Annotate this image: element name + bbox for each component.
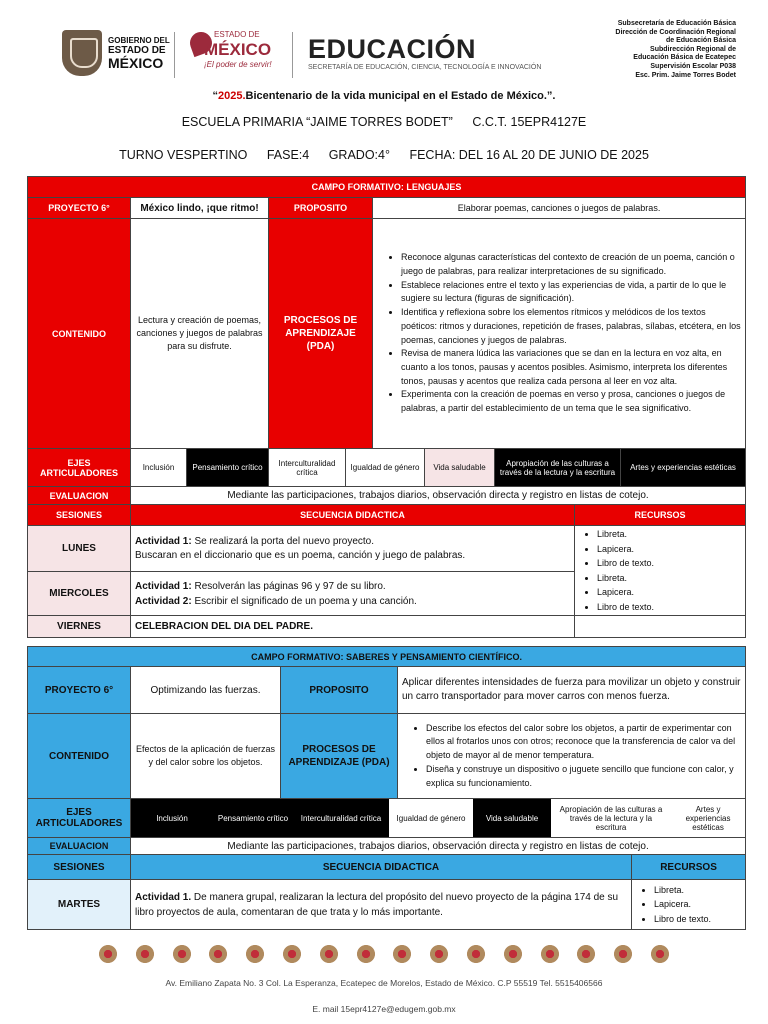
ornament-icon [169, 941, 195, 967]
ornament-icon [463, 941, 489, 967]
pda-label: PROCESOS DE APRENDIZAJE (PDA) [281, 714, 398, 799]
school-cct: C.C.T. 15EPR4127E [472, 115, 587, 129]
pda-list [398, 714, 746, 799]
edomex-big: MÉXICO [204, 40, 272, 59]
info-line-row [0, 148, 768, 162]
pda-item: • Identifica y reflexiona sobre los elementos rítmicos y melódicos de los textos poéticos: ritmos y duraciones, repetición de frases, palabras, sílabas, etcétera, en los poemas, canciones y juegos de palabras. [401, 306, 741, 347]
recurso-item: • Libro de texto. [597, 556, 741, 571]
day-lunes: LUNES [28, 526, 131, 572]
sesiones-label: SESIONES [28, 505, 131, 526]
eje-apropiacion: Apropiación de las culturas a través de la lectura y la escritura [495, 449, 621, 487]
motto-year: 2025. [218, 90, 246, 102]
eje-pensamiento: Pensamiento crítico [187, 449, 269, 487]
pda-list [373, 219, 746, 449]
gobierno-logo [62, 30, 170, 76]
secuencia-label: SECUENCIA DIDACTICA [131, 855, 632, 880]
mier-act2-text: Escribir el significado de un poema y una canción. [194, 595, 417, 607]
info-line: Supervisión Escolar P038 [650, 62, 736, 70]
logo-divider [174, 32, 175, 78]
martes-act-text: De manera grupal, realizaran la lectura del propósito del nuevo proyecto de la página 174 de su libro proyectos de aula, comentaran de que trata y lo más importante. [135, 891, 619, 918]
edomex-slogan: ¡El poder de servir! [204, 60, 272, 69]
proyecto-label: PROYECTO 6° [28, 198, 131, 219]
recurso-item: • Lapicera. [597, 542, 741, 557]
edomex-small: ESTADO DE [214, 30, 260, 39]
ornament-icon [95, 941, 121, 967]
recurso-item: • Libreta. [597, 527, 741, 542]
edu-subtitle: SECRETARÍA DE EDUCACIÓN, CIENCIA, TECNOLOGÍA E INNOVACIÓN [308, 64, 542, 71]
fecha: FECHA: DEL 16 AL 20 DE JUNIO DE 2025 [409, 148, 649, 162]
proposito-label: PROPOSITO [269, 198, 373, 219]
ejes-label: EJES ARTICULADORES [28, 799, 131, 838]
lenguajes-table [27, 176, 746, 638]
martes-actividad [131, 880, 632, 930]
recurso-item: • Libreta. [597, 571, 741, 586]
ornament-icon [279, 941, 305, 967]
lunes-actividad [131, 526, 575, 572]
eje-interculturalidad: Interculturalidad crítica [293, 799, 389, 837]
info-line: Educación Básica de Ecatepec [633, 54, 736, 62]
sesiones-label: SESIONES [28, 855, 131, 880]
eje-interculturalidad: Interculturalidad crítica [269, 449, 346, 487]
eje-igualdad: Igualdad de género [346, 449, 425, 487]
eje-artes: Artes y experiencias estéticas [685, 804, 731, 832]
pda-item: • Describe los efectos del calor sobre los objetos, a partir de experimentar con ellos al frotarlos unos con otros; reconoce que la transferencia de calor va del objeto de mayor al de menor temperatura. [426, 722, 741, 763]
gob-line3: MÉXICO [108, 54, 164, 71]
motto: “2025.Bicentenario de la vida municipal en el Estado de México.”. [212, 90, 556, 102]
footer-email: E. mail 15epr4127e@edugem.gob.mx [312, 1004, 456, 1014]
ornament-icon [610, 941, 636, 967]
day-miercoles: MIERCOLES [28, 572, 131, 616]
ejes-row [131, 799, 746, 838]
pda-item: • Reconoce algunas características del contexto de creación de un poema, canción o juego de palabras, para realizar interpretaciones de su significado. [401, 251, 741, 278]
contenido-value: Lectura y creación de poemas, canciones y juegos de palabras para su disfrute. [131, 219, 269, 449]
secuencia-label: SECUENCIA DIDACTICA [131, 505, 575, 526]
martes-act-label: Actividad 1. [135, 891, 192, 903]
mier-act1-label: Actividad 1: [135, 580, 192, 592]
grado: GRADO:4° [328, 148, 390, 162]
recursos-list [575, 526, 746, 616]
eje-apropiacion: Apropiación de las culturas a través de la lectura y la escritura [559, 804, 663, 832]
contenido-label: CONTENIDO [28, 219, 131, 449]
evaluacion-value: Mediante las participaciones, trabajos diarios, observación directa y registro en listas de cotejo. [131, 838, 746, 855]
ornament-icon [647, 941, 673, 967]
day-viernes: VIERNES [28, 616, 131, 638]
miercoles-actividad [131, 572, 575, 616]
coat-of-arms-icon [62, 30, 102, 76]
evaluacion-label: EVALUACION [28, 838, 131, 855]
contenido-value: Efectos de la aplicación de fuerzas y del calor sobre los objetos. [131, 714, 281, 799]
info-line: de Educación Básica [665, 37, 736, 45]
eje-artes: Artes y experiencias estéticas [621, 449, 746, 487]
info-line: Dirección de Coordinación Regional [615, 28, 736, 36]
school-name: ESCUELA PRIMARIA “JAIME TORRES BODET” [181, 115, 453, 129]
recurso-item: • Lapicera. [597, 585, 741, 600]
recursos-label: RECURSOS [575, 505, 746, 526]
recursos-list [632, 880, 746, 930]
motto-text: Bicentenario de la vida municipal en el Estado de México.”. [245, 90, 556, 102]
lunes-act-text2: Buscaran en el diccionario que es un poema, canción y juego de palabras. [135, 549, 466, 561]
ornament-icon [205, 941, 231, 967]
eje-inclusion: Inclusión [131, 449, 187, 487]
saberes-table [27, 646, 746, 930]
ornament-icon [500, 941, 526, 967]
proposito-value: Elaborar poemas, canciones o juegos de palabras. [373, 198, 746, 219]
lenguajes-title: CAMPO FORMATIVO: LENGUAJES [28, 177, 746, 198]
lunes-act-label: Actividad 1: [135, 535, 192, 547]
gob-line2: ESTADO DE [108, 44, 166, 56]
ornament-icon [242, 941, 268, 967]
page-header [0, 0, 768, 90]
logo-divider [292, 32, 293, 78]
evaluacion-value: Mediante las participaciones, trabajos diarios, observación directa y registro en listas de cotejo. [131, 487, 746, 505]
proyecto-value: México lindo, ¡que ritmo! [131, 198, 269, 219]
gob-line1: GOBIERNO DEL [108, 35, 170, 45]
proyecto-label: PROYECTO 6° [28, 667, 131, 714]
turno: TURNO VESPERTINO [119, 148, 248, 162]
recurso-item: • Libro de texto. [597, 600, 741, 615]
ejes-label: EJES ARTICULADORES [28, 449, 131, 487]
proposito-label: PROPOSITO [281, 667, 398, 714]
saberes-title: CAMPO FORMATIVO: SABERES Y PENSAMIENTO CIENTÍFICO. [28, 647, 746, 667]
viernes-actividad: CELEBRACION DEL DIA DEL PADRE. [131, 616, 575, 638]
contenido-label: CONTENIDO [28, 714, 131, 799]
pda-item: • Revisa de manera lúdica las variaciones que se dan en la lectura en voz alta, en cuanto a los tonos, pausas y acentos posibles. Asimismo, interpreta los diferentes tonos, pausas y acentos que realiza cada persona al leer en voz alta. [401, 347, 741, 388]
eje-pensamiento: Pensamiento crítico [213, 799, 293, 837]
ornament-icon [132, 941, 158, 967]
pda-item: • Establece relaciones entre el texto y las experiencias de vida, a partir de lo que le sugiere su lectura (figuras de significación). [401, 279, 741, 306]
proyecto-value: Optimizando las fuerzas. [131, 667, 281, 714]
ornament-icon [353, 941, 379, 967]
ornament-icon [426, 941, 452, 967]
info-line: Esc. Prim. Jaime Torres Bodet [635, 71, 736, 79]
recurso-item: • Libro de texto. [654, 912, 741, 927]
recursos-label: RECURSOS [632, 855, 746, 880]
ornament-icon [537, 941, 563, 967]
mier-act1-text: Resolverán las páginas 96 y 97 de su libro. [194, 580, 386, 592]
pda-item: • Diseña y construye un dispositivo o juguete sencillo que funcione con calor, y explica su funcionamiento. [426, 763, 741, 790]
educacion-logo [308, 34, 541, 71]
mier-act2-label: Actividad 2: [135, 595, 192, 607]
info-line: Subdirección Regional de [650, 45, 736, 53]
recurso-item: • Lapicera. [654, 897, 741, 912]
pda-label: PROCESOS DE APRENDIZAJE (PDA) [269, 219, 373, 449]
institution-info [615, 20, 736, 80]
ornament-icon [573, 941, 599, 967]
day-martes: MARTES [28, 880, 131, 930]
lunes-act-text: Se realizará la porta del nuevo proyecto. [194, 535, 375, 547]
eje-vida-saludable: Vida saludable [425, 449, 495, 487]
viernes-recursos [575, 616, 746, 638]
recurso-item: • Libreta. [654, 883, 741, 898]
evaluacion-label: EVALUACION [28, 487, 131, 505]
eje-vida-saludable: Vida saludable [473, 799, 551, 837]
edu-title: EDUCACIÓN [308, 34, 477, 64]
eje-inclusion: Inclusión [131, 799, 213, 837]
ornament-icon [316, 941, 342, 967]
footer-address: Av. Emiliano Zapata No. 3 Col. La Esperanza, Ecatepec de Morelos, Estado de México. C.P 55519 Tel. 5515406566 [165, 978, 603, 988]
decorative-border [95, 938, 673, 970]
proposito-value: Aplicar diferentes intensidades de fuerza para movilizar un objeto y construir un carro transportador para mover carros con menos fuerza. [398, 667, 746, 714]
school-line [0, 115, 768, 129]
pda-item: • Experimenta con la creación de poemas en verso y prosa, canciones o juegos de palabras, a partir del establecimiento de un tema que le sea significativo. [401, 388, 741, 415]
ornament-icon [389, 941, 415, 967]
info-line: Subsecretaría de Educación Básica [617, 20, 736, 27]
eje-igualdad: Igualdad de género [396, 813, 466, 823]
fase: FASE:4 [266, 148, 310, 162]
